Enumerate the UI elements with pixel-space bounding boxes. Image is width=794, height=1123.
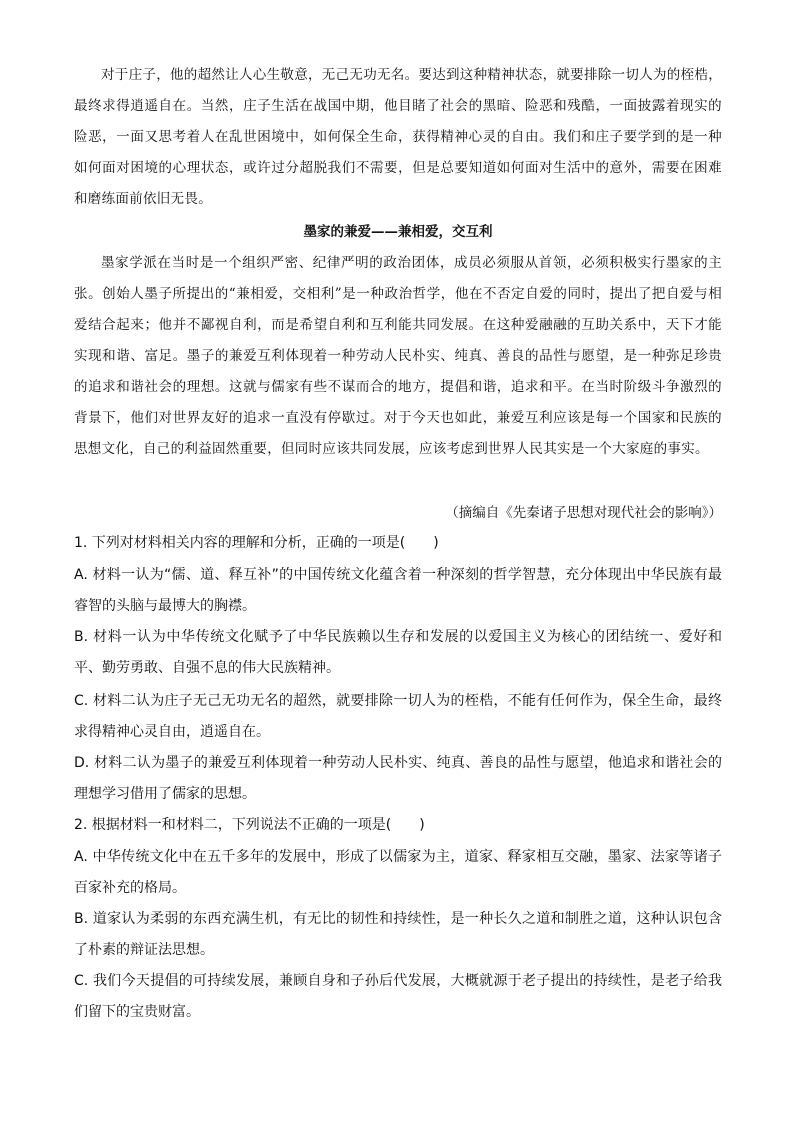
source-citation: （摘编自《先秦诸子思想对现代社会的影响》）: [445, 505, 722, 521]
question-2-option-a: A. 中华传统文化中在五千多年的发展中，形成了以儒家为主，道家、释家相互交融，墨家、法家等诸子百家补充的格局。: [74, 849, 722, 896]
passage-paragraph-mohism: 墨家学派在当时是一个组织严密、纪律严明的政治团体，成员必须服从首领，必须积极实行墨家的主张。创始人墨子所提出的“兼相爱，交相利”是一种政治哲学，他在不否定自爱的同时，提出了把自爱与相爱结合起来；他并不鄙视自利，而是希望自利和互利能共同发展。在这种爱融融的互助关系中，天下才能实现和谐、富足。墨子的兼爱互利体现着一种劳动人民朴实、纯真、善良的品性与愿望，是一种弥足珍贵的追求和谐社会的理想。这就与儒家有些不谋而合的地方，提倡和谐，追求和平。在当时阶级斗争激烈的背景下，他们对世界友好的追求一直没有停歇过。对于今天也如此，兼爱互利应该是每一个国家和民族的思想文化，自己的利益固然重要，但同时应该共同发展，应该考虑到世界人民其实是一个大家庭的事实。: [74, 255, 722, 457]
question-1-stem: 1. 下列对材料相关内容的理解和分析，正确的一项是( ): [74, 535, 439, 551]
question-2-option-b: B. 道家认为柔弱的东西充满生机，有无比的韧性和持续性，是一种长久之道和制胜之道，这种认识包含了朴素的辩证法思想。: [74, 911, 722, 958]
question-2-option-c: C. 我们今天提倡的可持续发展，兼顾自身和子孙后代发展，大概就源于老子提出的持续性，是老子给我们留下的宝贵财富。: [74, 973, 722, 1020]
question-2-stem: 2. 根据材料一和材料二，下列说法不正确的一项是( ): [74, 817, 425, 833]
question-1-option-b: B. 材料一认为中华传统文化赋予了中华民族赖以生存和发展的以爱国主义为核心的团结统一、爱好和平、勤劳勇敢、自强不息的伟大民族精神。: [74, 629, 722, 676]
question-1-option-d: D. 材料二认为墨子的兼爱互利体现着一种劳动人民朴实、纯真、善良的品性与愿望，他追求和谐社会的理想学习借用了儒家的思想。: [74, 755, 722, 802]
question-1-option-a: A. 材料一认为“儒、道、释互补”的中国传统文化蕴含着一种深刻的哲学智慧，充分体现出中华民族有最睿智的头脑与最博大的胸襟。: [74, 567, 722, 614]
passage-paragraph-zhuangzi: 对于庄子，他的超然让人心生敬意，无己无功无名。要达到这种精神状态，就要排除一切人为的桎梏，最终求得逍遥自在。当然，庄子生活在战国中期，他目睹了社会的黑暗、险恶和残酷，一面披露着现实的险恶，一面又思考着人在乱世困境中，如何保全生命，获得精神心灵的自由。我们和庄子要学到的是一种如何面对困境的心理状态，或许过分超脱我们不需要，但是总要知道如何面对生活中的意外，需要在困难和磨练面前依旧无畏。: [74, 67, 722, 207]
section-title-mohism: 墨家的兼爱——兼相爱，交互利: [303, 224, 493, 240]
question-1-option-c: C. 材料二认为庄子无己无功无名的超然，就要排除一切人为的桎梏，不能有任何作为，保全生命，最终求得精神心灵自由，逍遥自在。: [74, 693, 722, 740]
